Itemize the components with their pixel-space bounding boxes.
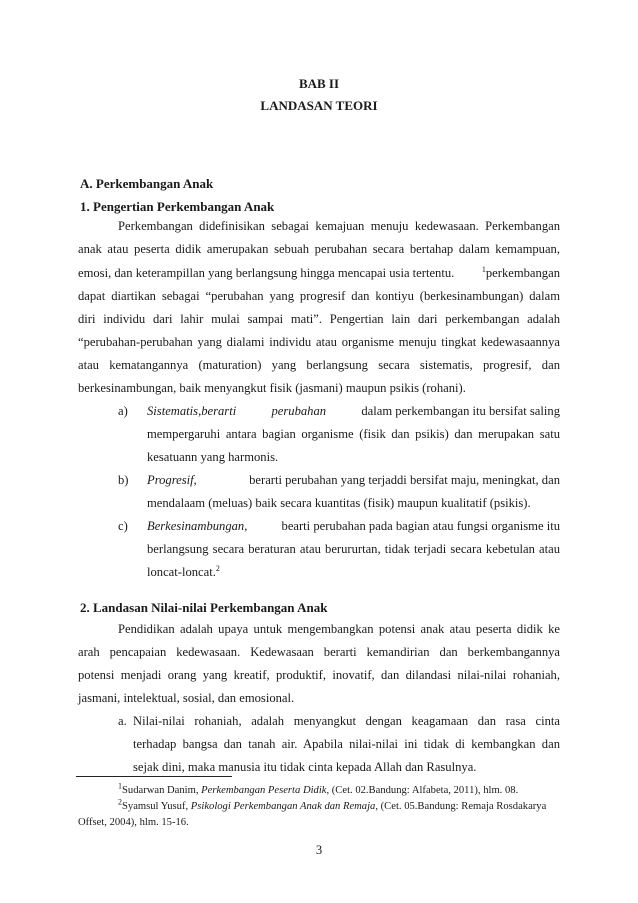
list-item-line: sejak dini, maka manusia itu tidak cinta kepada Allah dan Rasulnya. — [133, 760, 477, 774]
chapter-subtitle: LANDASAN TEORI — [260, 98, 378, 113]
subsection-2-heading: 2. Landasan Nilai-nilai Perkembangan Anak — [80, 600, 328, 615]
paragraph-line: arah pencapaian kedewasaan. Kedewasaan berarti kemandirian dan berkembangannya — [78, 645, 560, 659]
footnote-number: 2 — [118, 797, 122, 807]
term: perubahan — [271, 404, 327, 418]
paragraph-line: anak atau peserta didik amerupakan sebuah perubahan secara bertahap dalam kemampuan, — [78, 242, 560, 256]
footnote-1 — [118, 781, 519, 796]
list-marker: a) — [118, 404, 128, 418]
paragraph-text: emosi, dan keterampillan yang berlangsung hingga mencapai usia tertentu. — [78, 266, 455, 280]
list-marker: b) — [118, 473, 129, 487]
page-number: 3 — [315, 843, 323, 857]
list-item-line: Nilai-nilai rohaniah, adalah menyangkut dengan keagamaan dan rasa cinta — [133, 714, 560, 728]
list-item-line: mendalaam (meluas) baik secara kuantitas (fisik) maupun kualitatif (psikis). — [147, 496, 531, 510]
term: Berkesinambungan, — [147, 519, 248, 533]
paragraph-line: berkesinambungan, baik menyangkut fisik (jasmani) maupun psikis (rohani). — [78, 381, 466, 395]
section-a-heading: A. Perkembangan Anak — [80, 176, 214, 191]
paragraph-line: potensi menjadi orang yang kreatif, produktif, inovatif, dan dilandasi nilai-nilai rohaniah, — [78, 668, 560, 682]
term: Sistematis,berarti — [147, 404, 237, 418]
list-marker: c) — [118, 519, 128, 533]
footnote-author: Syamsul Yusuf, — [122, 801, 189, 812]
paragraph-line: dapat diartikan sebagai “perubahan yang progresif dan kontiyu (berkesinambungan) dalam — [78, 289, 560, 303]
chapter-title: BAB II — [298, 76, 340, 91]
footnote-book: Psikologi Perkembangan Anak dan Remaja — [190, 801, 376, 812]
paragraph-line: Perkembangan didefinisikan sebagai kemajuan menuju kedewasaan. Perkembangan — [118, 219, 560, 233]
list-item-line: mempergaruhi antara bagian organisme (fisik dan psikis) dan merupakan satu — [147, 427, 560, 441]
list-item-line: terhadap bangsa dan tanah air. Apabila nilai-nilai ini tidak di kembangkan dan — [133, 737, 560, 751]
list-item-line: loncat-loncat.$^2$ — [147, 563, 220, 579]
list-text: bearti perubahan pada bagian atau fungsi organisme itu — [281, 519, 560, 533]
list-item-line — [147, 404, 560, 419]
footnote-book: Perkembangan Peserta Didik — [201, 785, 327, 796]
paragraph-line — [78, 266, 560, 281]
paragraph-line: diri individu dari lahir mulai sampai mati”. Pengertian lain dari perkembangan adalah — [78, 312, 560, 326]
list-text: dalam perkembangan itu bersifat saling — [361, 404, 560, 418]
footnote-author: Sudarwan Danim, — [122, 785, 199, 796]
list-item-line: kesatuann yang harmonis. — [147, 450, 279, 464]
paragraph-line: Pendidikan adalah upaya untuk mengembangkan potensi anak atau peserta didik ke — [118, 622, 560, 636]
footnote-number: 1 — [118, 781, 122, 791]
footnote-2 — [118, 797, 547, 812]
list-marker: a. — [118, 714, 127, 728]
term: Progresif, — [147, 473, 197, 487]
footnote-rest: , (Cet. 02.Bandung: Alfabeta, 2011), hlm. 08. — [326, 785, 519, 796]
footnote-rest: , (Cet. 05.Bandung: Remaja Rosdakarya — [375, 801, 547, 812]
footnote-divider — [76, 776, 232, 777]
list-item-line: berlangsung secara beraturan atau berururtan, tidak terjadi secara kebetulan atau — [147, 542, 560, 556]
footnote-2-continuation: Offset, 2004), hlm. 15-16. — [78, 817, 189, 828]
footnote-ref: 1 — [481, 264, 486, 274]
paragraph-line: jasmani, intelektual, sosial, dan emosional. — [78, 691, 295, 705]
paragraph-line: atau kematangannya (maturation) yang berlangsung secara sistematis, progresif, dan — [78, 358, 560, 372]
footnote-ref: 2 — [215, 563, 220, 573]
subsection-1-heading: 1. Pengertian Perkembangan Anak — [80, 199, 275, 214]
paragraph-text: $^1$perkembangan — [481, 264, 560, 280]
list-text: berarti perubahan yang terjaddi bersifat maju, meningkat, dan — [249, 473, 560, 487]
list-item-line — [147, 519, 560, 534]
list-item-line — [147, 473, 560, 488]
paragraph-line: “perubahan-perubahan yang dialami individu atau organisme menuju tingkat kedewasaannya — [78, 335, 560, 349]
